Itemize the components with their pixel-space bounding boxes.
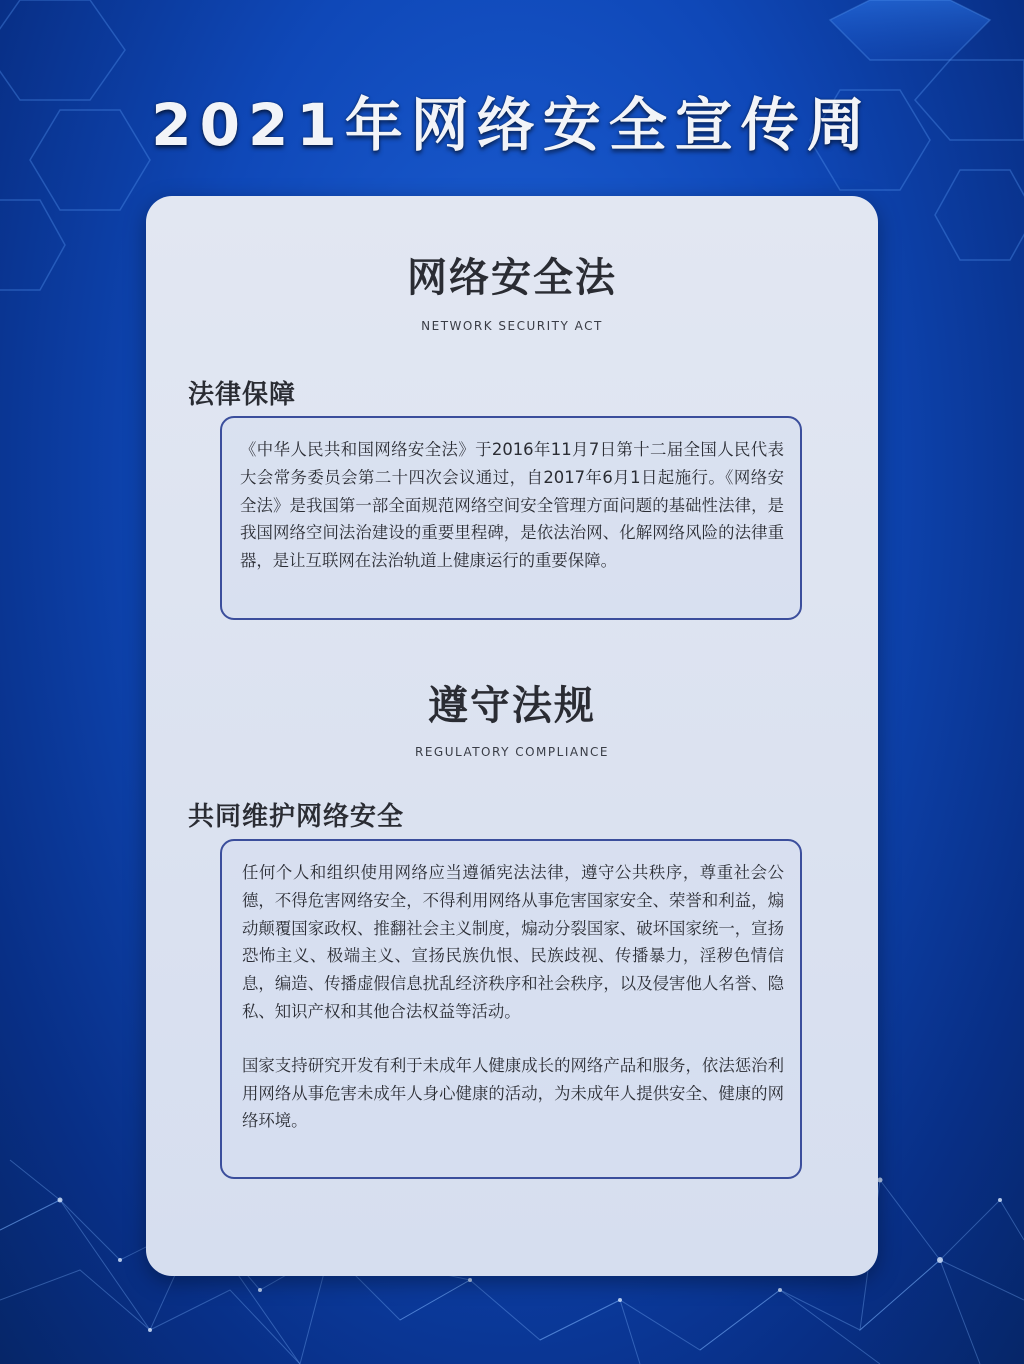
- content-card: [146, 196, 878, 1276]
- maintain-security-text-1: 任何个人和组织使用网络应当遵循宪法法律，遵守公共秩序，尊重社会公德，不得危害网络安全，不得利用网络从事危害国家安全、荣誉和利益，煽动颠覆国家政权、推翻社会主义制度，煽动分裂国家、破坏国家统一，宣扬恐怖主义、极端主义、宣扬民族仇恨、民族歧视、传播暴力，淫秽色情信息，编造、传播虚假信息扰乱经济秩序和社会秩序，以及侵害他人名誉、隐私、知识产权和其他合法权益等活动。: [242, 863, 784, 1021]
- section-title-security-law: 网络安全法: [407, 255, 617, 301]
- legal-guarantee-text: 《中华人民共和国网络安全法》于2016年11月7日第十二届全国人民代表大会常务委员会第二十四次会议通过，自2017年6月1日起施行。《网络安全法》是我国第一部全面规范网络空间安全管理方面问题的基础性法律，是我国网络空间法治建设的重要里程碑，是依法治网、化解网络风险的法律重器，是让互联网在法治轨道上健康运行的重要保障。: [240, 440, 784, 571]
- maintain-security-text-2: 国家支持研究开发有利于未成年人健康成长的网络产品和服务，依法惩治利用网络从事危害未成年人身心健康的活动，为未成年人提供安全、健康的网络环境。: [242, 1055, 784, 1131]
- heading-legal-guarantee: 法律保障: [188, 380, 297, 410]
- poster-title: 2021年网络安全宣传周: [151, 91, 873, 159]
- section-title-compliance: 遵守法规: [428, 683, 596, 729]
- section-subtitle-compliance: REGULATORY COMPLIANCE: [414, 745, 609, 759]
- maintain-security-box: [220, 839, 802, 1179]
- legal-guarantee-box: [220, 416, 802, 620]
- section-subtitle-security-law: NETWORK SECURITY ACT: [421, 319, 603, 333]
- heading-maintain-security: 共同维护网络安全: [188, 802, 405, 832]
